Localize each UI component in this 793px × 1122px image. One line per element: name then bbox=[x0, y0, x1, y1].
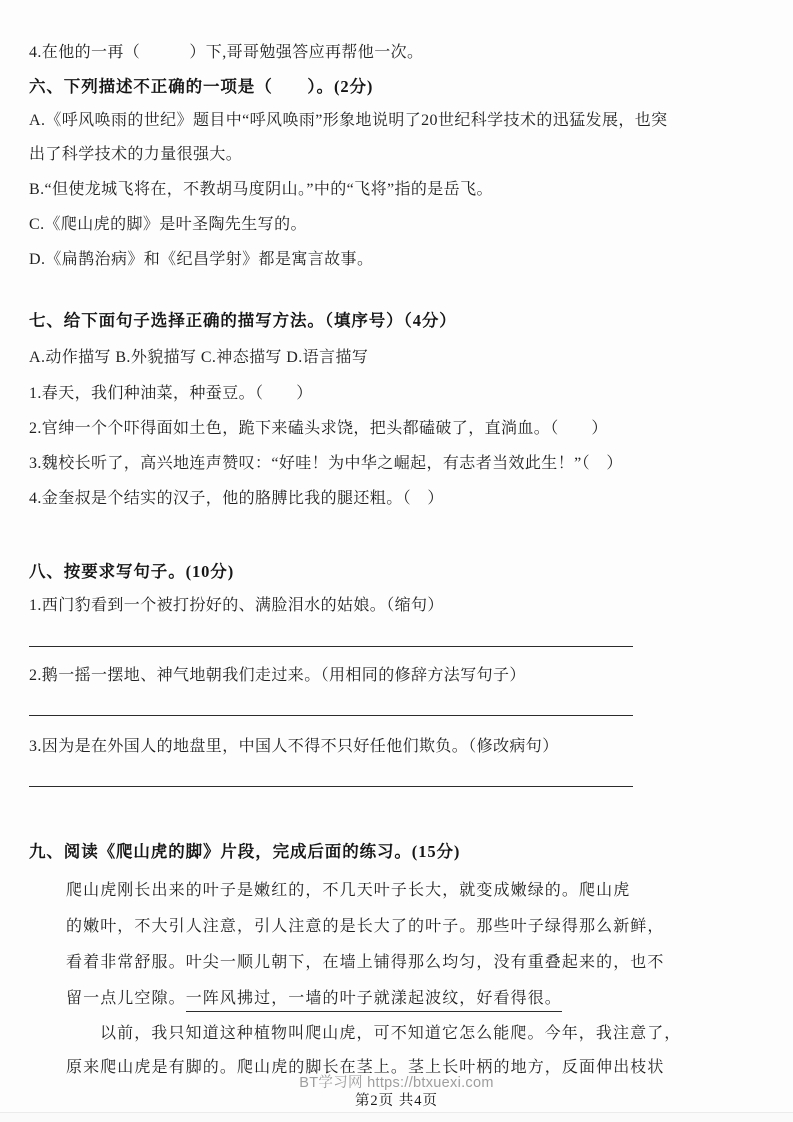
passage-line-4 bbox=[66, 988, 562, 1009]
section-seven-option-key: A.动作描写 B.外貌描写 C.神态描写 D.语言描写 bbox=[29, 349, 369, 366]
answer-line-1 bbox=[29, 646, 633, 647]
section-six-title: 六、下列描述不正确的一项是（ ）。(2分) bbox=[29, 77, 374, 96]
question-4-item: 4.在他的一再（ ）下,哥哥勉强答应再帮他一次。 bbox=[29, 44, 424, 61]
section-seven-item-4: 4.金奎叔是个结实的汉子，他的胳膊比我的腿还粗。（ ） bbox=[29, 490, 444, 507]
passage-line-5: 以前，我只知道这种植物叫爬山虎，可不知道它怎么能爬。今年，我注意了， bbox=[100, 1025, 682, 1042]
passage-line-2: 的嫩叶，不大引人注意，引人注意的是长大了的叶子。那些叶子绿得那么新鲜， bbox=[66, 918, 665, 935]
section-eight-item-2: 2.鹅一摇一摆地、神气地朝我们走过来。（用相同的修辞方法写句子） bbox=[29, 667, 526, 684]
section-nine-title: 九、阅读《爬山虎的脚》片段，完成后面的练习。(15分) bbox=[29, 842, 461, 861]
page-bottom-edge bbox=[0, 1112, 793, 1122]
section-eight-title: 八、按要求写句子。(10分) bbox=[29, 562, 235, 581]
section-seven-item-1: 1.春天，我们种油菜，种蚕豆。（ ） bbox=[29, 385, 313, 402]
section-eight-item-1: 1.西门豹看到一个被打扮好的、满脸泪水的姑娘。（缩句） bbox=[29, 597, 444, 614]
section-eight-item-3: 3.因为是在外国人的地盘里，中国人不得不只好任他们欺负。（修改病句） bbox=[29, 738, 559, 755]
section-six-option-c: C.《爬山虎的脚》是叶圣陶先生写的。 bbox=[29, 216, 307, 233]
section-six-option-d: D.《扁鹊治病》和《纪昌学射》都是寓言故事。 bbox=[29, 251, 374, 268]
page-number-footer: 第2页 共4页 bbox=[354, 1093, 439, 1109]
section-seven-title: 七、给下面句子选择正确的描写方法。（填序号）（4分） bbox=[29, 311, 457, 330]
site-watermark: BT学习网 https://btxuexi.com bbox=[299, 1075, 494, 1091]
section-six-option-a-line2: 出了科学技术的力量很强大。 bbox=[29, 146, 243, 163]
passage-line-3: 看着非常舒服。叶尖一顺儿朝下，在墙上铺得那么均匀，没有重叠起来的，也不 bbox=[66, 954, 665, 971]
answer-line-3 bbox=[29, 786, 633, 787]
answer-line-2 bbox=[29, 715, 633, 716]
section-seven-item-3: 3.魏校长听了，高兴地连声赞叹：“好哇！为中华之崛起，有志者当效此生！”（ ） bbox=[29, 455, 623, 472]
section-six-option-b: B.“但使龙城飞将在，不教胡马度阴山。”中的“飞将”指的是岳飞。 bbox=[29, 181, 493, 198]
section-seven-item-2: 2.官绅一个个吓得面如土色，跪下来磕头求饶，把头都磕破了，直淌血。（ ） bbox=[29, 420, 608, 437]
passage-line-4-prefix: 留一点儿空隙。 bbox=[66, 990, 186, 1007]
section-six-option-a-line1: A.《呼风唤雨的世纪》题目中“呼风唤雨”形象地说明了20世纪科学技术的迅猛发展，也突 bbox=[29, 112, 668, 129]
passage-underlined-text: 一阵风拂过，一墙的叶子就漾起波纹，好看得很。 bbox=[186, 990, 562, 1012]
passage-line-6: 原来爬山虎是有脚的。爬山虎的脚长在茎上。茎上长叶柄的地方，反面伸出枝状 bbox=[66, 1059, 665, 1076]
passage-line-1: 爬山虎刚长出来的叶子是嫩红的，不几天叶子长大，就变成嫩绿的。爬山虎 bbox=[66, 882, 631, 899]
